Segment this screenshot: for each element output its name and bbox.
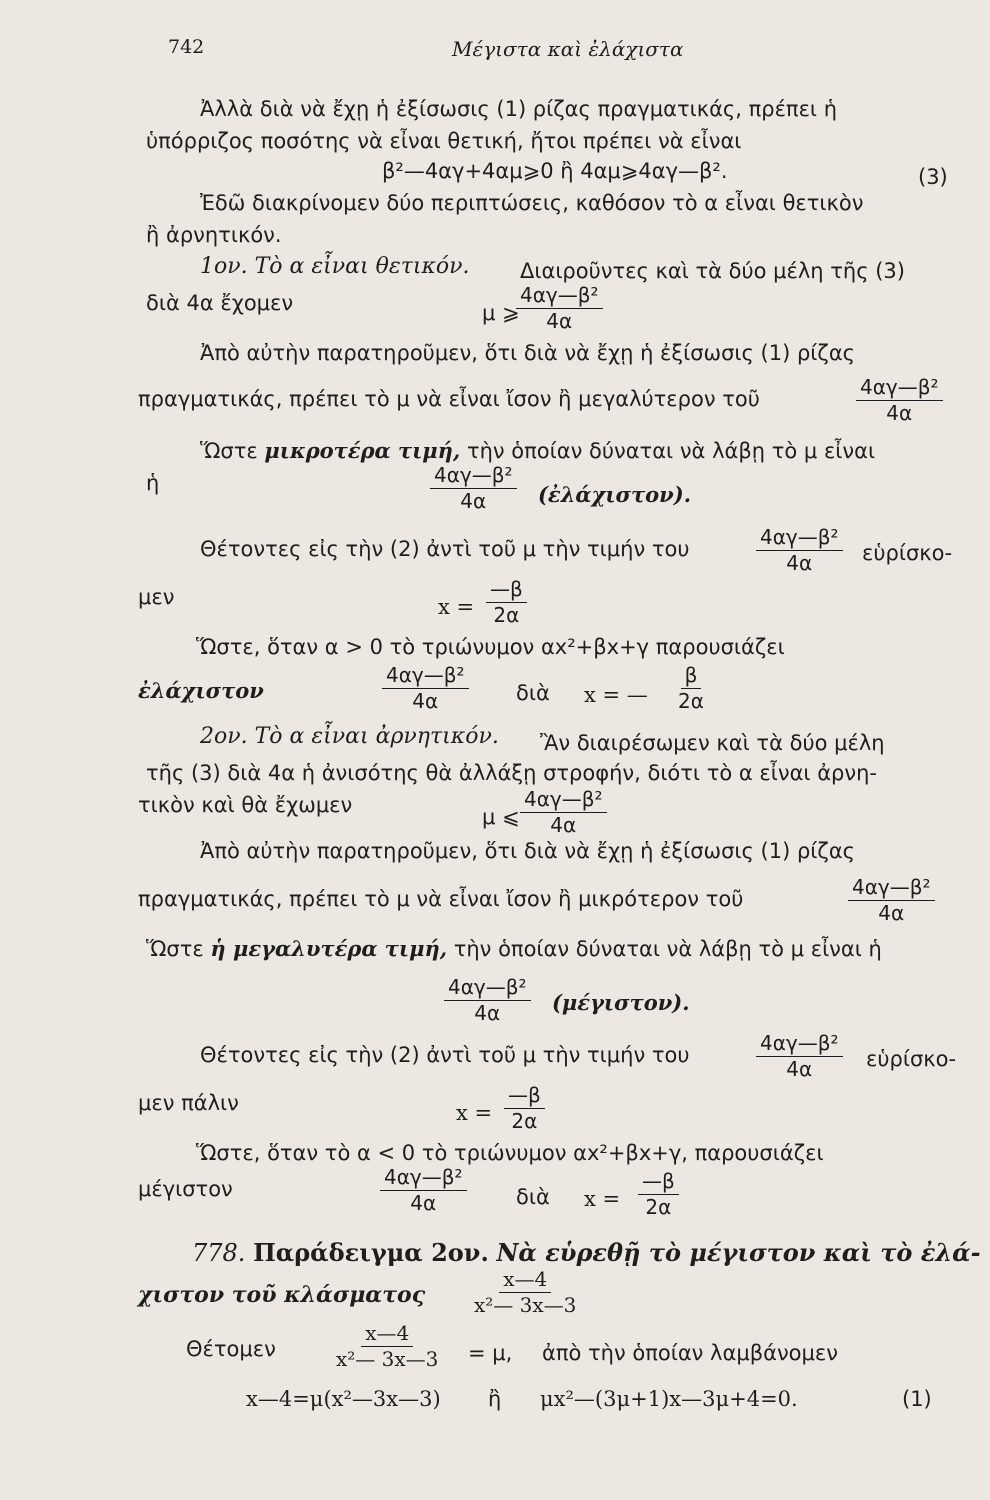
fraction-denominator: 4α xyxy=(786,1057,813,1081)
fraction xyxy=(504,1084,545,1133)
text-line: Ἀπὸ αὐτὴν παρατηροῦμεν, ὅτι διὰ νὰ ἔχῃ ἡ ἐξίσωσις (1) ρίζας xyxy=(200,839,855,863)
text: Ὥστε xyxy=(146,937,204,961)
example-fraction xyxy=(332,1322,442,1371)
case1-heading: 1ον. Τὸ α εἶναι θετικόν. xyxy=(200,254,470,279)
section-task-line: χιστον τοῦ κλάσματος xyxy=(138,1282,426,1308)
x-equals: x = xyxy=(584,1187,621,1211)
text-line xyxy=(200,438,875,464)
text-line: μεν πάλιν xyxy=(138,1091,239,1115)
fraction xyxy=(638,1170,679,1219)
text: διὰ xyxy=(516,681,550,705)
fraction-denominator: 4α xyxy=(550,813,577,837)
fraction-numerator: —β xyxy=(486,578,527,603)
fraction-numerator: 4αγ—β² xyxy=(756,1032,843,1057)
text-line: πραγματικάς, πρέπει τὸ μ νὰ εἶναι ἴσον ἢ μικρότερον τοῦ xyxy=(138,887,744,911)
equation: μx²—(3μ+1)x—3μ+4=0. xyxy=(540,1387,798,1411)
fraction-denominator: x²— 3x—3 xyxy=(336,1347,439,1371)
text: ἢ xyxy=(488,1387,502,1411)
text-line: Διαιροῦντες καὶ τὰ δύο μέλη τῆς (3) xyxy=(520,259,905,283)
emphasis: μικροτέρα τιμή, xyxy=(264,438,461,463)
fraction-numerator: β xyxy=(681,664,702,689)
fraction-numerator: 4αγ—β² xyxy=(756,526,843,551)
fraction xyxy=(516,284,603,333)
minimum-word: ἐλάχιστον xyxy=(138,678,264,703)
inequality-lhs: μ ⩾ xyxy=(482,301,520,325)
text-line: ἡ xyxy=(146,471,160,495)
fraction-denominator: 2α xyxy=(645,1195,672,1219)
fraction-denominator: 4α xyxy=(878,901,905,925)
text-line: τικὸν καὶ θὰ ἔχωμεν xyxy=(138,793,353,817)
fraction xyxy=(756,1032,843,1081)
text-line: Ἂν διαιρέσωμεν καὶ τὰ δύο μέλη xyxy=(540,731,885,755)
text-line: Ἀλλὰ διὰ νὰ ἔχῃ ἡ ἐξίσωσις (1) ρίζας πραγματικάς, πρέπει ἡ xyxy=(200,97,838,121)
fraction-numerator: 4αγ—β² xyxy=(856,376,943,401)
fraction xyxy=(430,464,517,513)
page-number: 742 xyxy=(168,36,205,58)
fraction-numerator: —β xyxy=(504,1084,545,1109)
equation-number: (3) xyxy=(918,165,948,189)
case2-heading: 2ον. Τὸ α εἶναι ἀρνητικόν. xyxy=(200,724,499,749)
fraction-numerator: 4αγ—β² xyxy=(516,284,603,309)
section-number: 778. xyxy=(192,1239,246,1267)
fraction-denominator: 4α xyxy=(786,551,813,575)
fraction xyxy=(444,976,531,1025)
text-line xyxy=(146,936,882,962)
fraction-numerator: 4αγ—β² xyxy=(380,1166,467,1191)
fraction xyxy=(848,876,935,925)
fraction-numerator: 4αγ—β² xyxy=(430,464,517,489)
example-fraction xyxy=(470,1268,580,1317)
text-line: ἢ ἀρνητικόν. xyxy=(146,223,282,247)
fraction-denominator: 2α xyxy=(493,603,520,627)
fraction xyxy=(756,526,843,575)
text-line: Ἐδῶ διακρίνομεν δύο περιπτώσεις, καθόσον τὸ α εἶναι θετικὸν xyxy=(200,191,864,215)
fraction-denominator: 4α xyxy=(460,489,487,513)
inequality-lhs: μ ⩽ xyxy=(482,805,520,829)
text: τὴν ὁποίαν δύναται νὰ λάβῃ τὸ μ εἶναι xyxy=(466,439,876,463)
fraction-denominator: 4α xyxy=(410,1191,437,1215)
text-line: Θέτοντες εἰς τὴν (2) ἀντὶ τοῦ μ τὴν τιμήν του xyxy=(200,537,690,561)
running-title: Μέγιστα καὶ ἐλάχιστα xyxy=(452,37,684,61)
text-line: εὑρίσκο- xyxy=(866,1047,957,1071)
minimum-label: (ἐλάχιστον). xyxy=(538,482,691,507)
text-line: Ἀπὸ αὐτὴν παρατηροῦμεν, ὅτι διὰ νὰ ἔχῃ ἡ ἐξίσωσις (1) ρίζας xyxy=(200,341,855,365)
fraction-numerator: x—4 xyxy=(499,1268,551,1293)
section-title: Παράδειγμα 2ον. xyxy=(253,1238,489,1267)
fraction-denominator: 2α xyxy=(678,689,704,713)
emphasis: ἡ μεγαλυτέρα τιμή, xyxy=(210,936,448,961)
section-heading xyxy=(192,1238,981,1268)
text-line: μέγιστον xyxy=(138,1177,233,1201)
text-line: εὑρίσκο- xyxy=(862,541,953,565)
text-line: Θέτομεν xyxy=(186,1337,276,1361)
text-line: τῆς (3) διὰ 4α ἡ ἀνισότης θὰ ἀλλάξῃ στροφήν, διότι τὸ α εἶναι ἀρνη- xyxy=(146,761,877,785)
maximum-label: (μέγιστον). xyxy=(552,990,690,1015)
fraction xyxy=(674,664,708,713)
fraction-denominator: x²— 3x—3 xyxy=(474,1293,577,1317)
equation-number: (1) xyxy=(902,1387,932,1411)
fraction-numerator: 4αγ—β² xyxy=(520,788,607,813)
text-line: Θέτοντες εἰς τὴν (2) ἀντὶ τοῦ μ τὴν τιμήν του xyxy=(200,1043,690,1067)
text-line: Ὥστε, ὅταν α > 0 τὸ τριώνυμον αx²+βx+γ παρουσιάζει xyxy=(196,635,785,659)
text-line: μεν xyxy=(138,585,175,609)
fraction-numerator: 4αγ—β² xyxy=(848,876,935,901)
fraction-numerator: x—4 xyxy=(361,1322,413,1347)
text: Ὥστε xyxy=(200,439,258,463)
fraction-denominator: 2α xyxy=(511,1109,538,1133)
text: τὴν ὁποίαν δύναται νὰ λάβῃ τὸ μ εἶναι ἡ xyxy=(453,937,882,961)
fraction-numerator: 4αγ—β² xyxy=(444,976,531,1001)
fraction-denominator: 4α xyxy=(412,689,439,713)
text-line: Ὥστε, ὅταν τὸ α < 0 τὸ τριώνυμον αx²+βx+γ, παρουσιάζει xyxy=(196,1141,824,1165)
text-line: πραγματικάς, πρέπει τὸ μ νὰ εἶναι ἴσον ἢ μεγαλύτερον τοῦ xyxy=(138,387,760,411)
equals-mu: = μ, xyxy=(468,1341,513,1365)
text-line: διὰ 4α ἔχομεν xyxy=(146,291,294,315)
text: διὰ xyxy=(516,1185,550,1209)
fraction xyxy=(380,1166,467,1215)
x-equals-minus: x = — xyxy=(584,683,648,707)
fraction-numerator: 4αγ—β² xyxy=(382,664,469,689)
text-line: ὑπόρριζος ποσότης νὰ εἶναι θετική, ἤτοι πρέπει νὰ εἶναι xyxy=(146,129,742,153)
fraction-numerator: —β xyxy=(638,1170,679,1195)
fraction xyxy=(520,788,607,837)
fraction xyxy=(382,664,469,713)
equation: x—4=μ(x²—3x—3) xyxy=(246,1387,441,1411)
equation-3: β²—4αγ+4αμ⩾0 ἢ 4αμ⩾4αγ—β². xyxy=(382,159,728,183)
text-line: ἀπὸ τὴν ὁποίαν λαμβάνομεν xyxy=(542,1341,838,1365)
fraction-denominator: 4α xyxy=(474,1001,501,1025)
section-task: Νὰ εὑρεθῇ τὸ μέγιστον καὶ τὸ ἐλά- xyxy=(496,1238,981,1267)
fraction-denominator: 4α xyxy=(886,401,913,425)
fraction xyxy=(856,376,943,425)
fraction-denominator: 4α xyxy=(546,309,573,333)
x-equals: x = xyxy=(438,595,475,619)
x-equals: x = xyxy=(456,1101,493,1125)
fraction xyxy=(486,578,527,627)
